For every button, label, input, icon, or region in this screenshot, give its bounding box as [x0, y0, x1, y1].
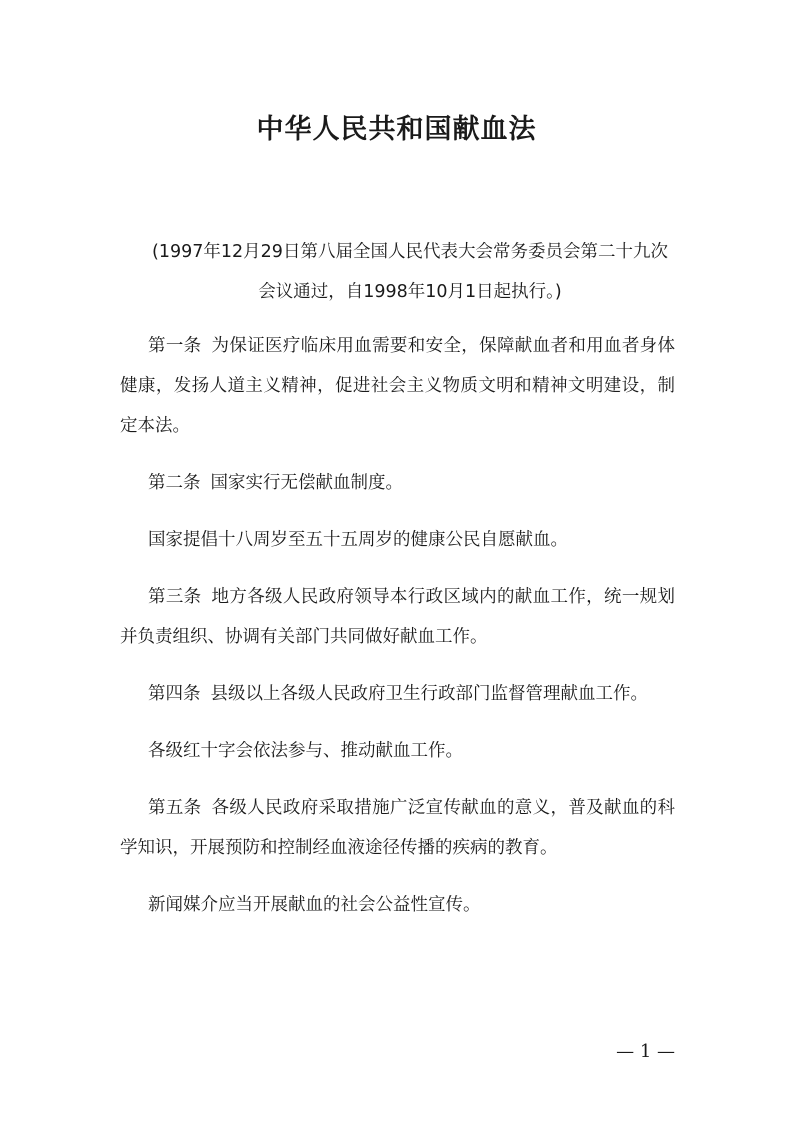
article-1-paragraph — [120, 326, 675, 446]
page-title: 中华人民共和国献血法 — [256, 114, 537, 145]
document-body — [120, 326, 675, 942]
article-text: 各级人民政府采取措施广泛宣传献血的意义，普及献血的科学知识，开展预防和控制经血液途径传播的疾病的教育。 — [120, 798, 676, 858]
article-5-clause-2 — [120, 885, 675, 925]
article-3-paragraph — [120, 577, 675, 657]
article-2-clause-2 — [120, 520, 675, 560]
article-text: 国家提倡十八周岁至五十五周岁的健康公民自愿献血。 — [148, 530, 568, 550]
article-number: 第一条 — [148, 336, 202, 356]
article-number: 第五条 — [148, 798, 202, 818]
page-number: — 1 — — [616, 1041, 675, 1062]
article-number: 第二条 — [148, 473, 201, 493]
article-number: 第三条 — [148, 587, 202, 607]
preamble: (1997年12月29日第八届全国人民代表大会常务委员会第二十九次会议通过，自1998年10月1日起执行。) — [152, 242, 668, 302]
article-text: 为保证医疗临床用血需要和安全，保障献血者和用血者身体健康，发扬人道主义精神，促进社会主义物质文明和精神文明建设，制定本法。 — [120, 336, 676, 436]
article-2-paragraph — [120, 463, 675, 503]
article-text: 县级以上各级人民政府卫生行政部门监督管理献血工作。 — [210, 684, 648, 704]
article-text: 地方各级人民政府领导本行政区域内的献血工作，统一规划并负责组织、协调有关部门共同做好献血工作。 — [120, 587, 676, 647]
article-4-paragraph — [120, 674, 675, 714]
article-4-clause-2 — [120, 731, 675, 771]
article-text: 国家实行无偿献血制度。 — [210, 473, 403, 493]
article-text: 各级红十字会依法参与、推动献血工作。 — [148, 741, 463, 761]
article-text: 新闻媒介应当开展献血的社会公益性宣传。 — [148, 895, 481, 915]
article-number: 第四条 — [148, 684, 201, 704]
article-5-paragraph — [120, 788, 675, 868]
